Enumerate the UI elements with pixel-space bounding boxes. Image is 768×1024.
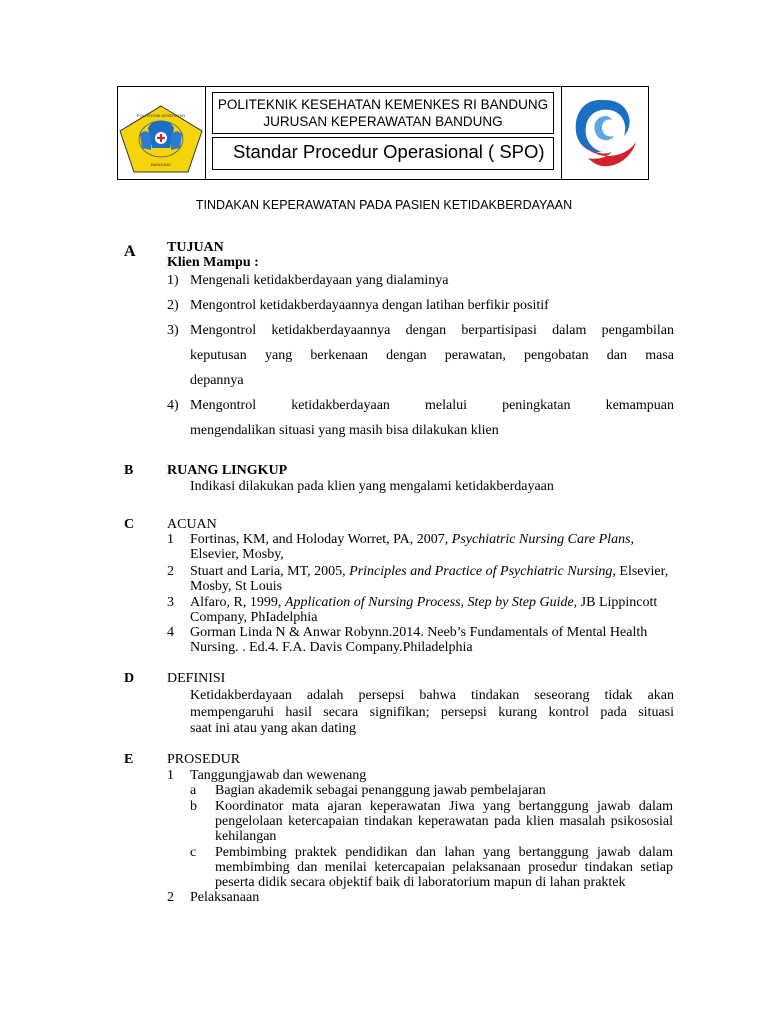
list-number: 4) bbox=[167, 398, 179, 413]
list-number: 2 bbox=[167, 890, 174, 905]
sub-item-continued: membimbing dan menilai ketercapaian pelaksanaan prosedur tindakan setiap bbox=[215, 860, 673, 875]
kemenkes-logo-icon bbox=[566, 90, 644, 176]
institution-name: POLITEKNIK KESEHATAN KEMENKES RI BANDUNG bbox=[217, 97, 549, 112]
list-number: 3) bbox=[167, 323, 179, 338]
section-title-definisi: DEFINISI bbox=[167, 671, 226, 686]
sub-letter: a bbox=[190, 783, 197, 798]
reference-item: Gorman Linda N & Anwar Robynn.2014. Neeb’s Fundamentals of Mental Health bbox=[190, 625, 648, 640]
header-divider-left bbox=[205, 86, 206, 180]
reference-item: Alfaro, R, 1999, Application of Nursing Process, Step by Step Guide, JB Lippincott bbox=[190, 595, 658, 610]
polytechnic-logo-icon bbox=[118, 104, 204, 174]
sub-item: Bagian akademik sebagai penanggung jawab pembelajaran bbox=[215, 783, 546, 798]
list-item: Tanggungjawab dan wewenang bbox=[190, 768, 367, 783]
section-letter-c: C bbox=[124, 517, 135, 532]
section-title-prosedur: PROSEDUR bbox=[167, 752, 241, 767]
logo-text-top: POLITEKNIK KESEHATAN bbox=[136, 113, 186, 118]
section-title-ruang-lingkup: RUANG LINGKUP bbox=[167, 463, 288, 478]
list-item-continued: keputusan yang berkenaan dengan perawatan, pengobatan dan masa bbox=[190, 348, 674, 363]
department-name: JURUSAN KEPERAWATAN BANDUNG bbox=[263, 114, 503, 129]
sub-item-continued: pengelolaan ketercapaian tindakan keperawatan pada klien masalah psikososial bbox=[215, 814, 673, 829]
definition-text: mempengaruhi hasil secara signifikan; persepsi kurang kontrol pada situasi bbox=[190, 705, 674, 720]
list-number: 1) bbox=[167, 273, 179, 288]
sub-item-continued: kehilangan bbox=[215, 829, 277, 844]
section-text: Indikasi dilakukan pada klien yang mengalami ketidakberdayaan bbox=[190, 479, 554, 494]
ref-number: 4 bbox=[167, 625, 174, 640]
reference-item-continued: Company, PhIadelphia bbox=[190, 610, 318, 625]
ref-number: 3 bbox=[167, 595, 174, 610]
list-item: Mengontrol ketidakberdayaan melalui peningkatan kemampuan bbox=[190, 398, 674, 413]
section-letter-a: A bbox=[124, 243, 136, 260]
sub-letter: b bbox=[190, 799, 197, 814]
list-number: 2) bbox=[167, 298, 179, 313]
logo-text-bottom: BANDUNG bbox=[150, 162, 172, 167]
reference-item-continued: Mosby, St Louis bbox=[190, 579, 283, 594]
list-number: 1 bbox=[167, 768, 174, 783]
list-item: Pelaksanaan bbox=[190, 890, 260, 905]
section-title-acuan: ACUAN bbox=[167, 517, 217, 532]
list-item: Mengenali ketidakberdayaan yang dialaminya bbox=[190, 273, 449, 288]
sub-letter: c bbox=[190, 845, 197, 860]
reference-item: Fortinas, KM, and Holoday Worret, PA, 2007, Psychiatric Nursing Care Plans, bbox=[190, 532, 635, 547]
sub-item: Pembimbing praktek pendidikan dan lahan yang bertanggung jawab dalam bbox=[215, 845, 673, 860]
ref-number: 1 bbox=[167, 532, 174, 547]
section-letter-b: B bbox=[124, 463, 134, 478]
doc-type-title: Standar Procedur Operasional ( SPO) bbox=[233, 141, 545, 162]
list-item: Mengontrol ketidakberdayaannya dengan berpartisipasi dalam pengambilan bbox=[190, 323, 674, 338]
definition-text: Ketidakberdayaan adalah persepsi bahwa tindakan seseorang tidak akan bbox=[190, 688, 674, 703]
list-item-continued: mengendalikan situasi yang masih bisa dilakukan klien bbox=[190, 423, 499, 438]
reference-item-continued: Elsevier, Mosby, bbox=[190, 547, 284, 562]
reference-item-continued: Nursing. . Ed.4. F.A. Davis Company.Philadelphia bbox=[190, 640, 473, 655]
document-title: TINDAKAN KEPERAWATAN PADA PASIEN KETIDAKBERDAYAAN bbox=[195, 198, 573, 212]
section-subtitle-klien: Klien Mampu : bbox=[167, 255, 259, 270]
list-item: Mengontrol ketidakberdayaannya dengan latihan berfikir positif bbox=[190, 298, 549, 313]
section-letter-d: D bbox=[124, 671, 135, 686]
list-item-continued: depannya bbox=[190, 373, 244, 388]
reference-item: Stuart and Laria, MT, 2005, Principles and Practice of Psychiatric Nursing, Elsevier, bbox=[190, 564, 669, 579]
ref-number: 2 bbox=[167, 564, 174, 579]
section-title-tujuan: TUJUAN bbox=[167, 240, 224, 255]
definition-text: saat ini atau yang akan dating bbox=[190, 721, 356, 736]
sub-item: Koordinator mata ajaran keperawatan Jiwa yang bertanggung jawab dalam bbox=[215, 799, 673, 814]
section-letter-e: E bbox=[124, 752, 134, 767]
header-divider-right bbox=[561, 86, 562, 180]
sub-item-continued: peserta didik secara objektif baik di laboratorium mapun di lahan praktek bbox=[215, 875, 626, 890]
